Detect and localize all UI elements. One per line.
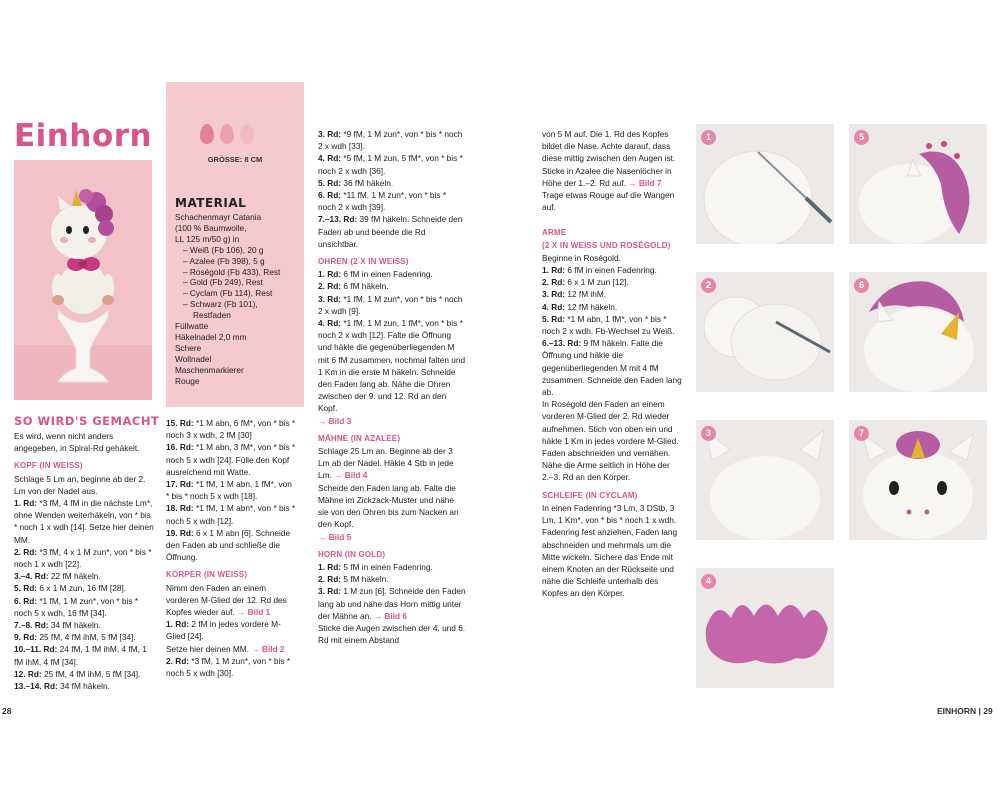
round-row: 1. Rd: 2 fM in jedes vordere M-Glied [24]. — [166, 619, 281, 642]
round-row: 4. Rd: 12 fM häkeln. — [542, 301, 618, 312]
material-list — [175, 212, 300, 387]
step-number-badge: 6 — [854, 278, 869, 293]
column-4 — [542, 128, 682, 600]
step-photo-1 — [696, 124, 834, 244]
section-heading-arme: ARME — [542, 228, 567, 238]
tool-item: Füllwatte — [175, 321, 209, 332]
material-line: (100 % Baumwolle, — [175, 222, 247, 233]
column-1 — [14, 430, 154, 692]
step-number-badge: 2 — [701, 278, 716, 293]
step-number-badge: 7 — [854, 426, 869, 441]
egg-drop-icon — [200, 124, 214, 144]
tool-item: Häkelnadel 2,0 mm — [175, 331, 247, 342]
image-ref-6: → Bild 6 — [373, 610, 408, 621]
maehne-text-2: Scheide den Faden lang ab. Falte die Mähne im Zickzack-Muster und nähe sie von den Ohren bis zum Nacken an den Kopf. — [318, 482, 459, 530]
step-number-badge: 4 — [701, 574, 716, 589]
step-photo-2 — [696, 272, 834, 392]
section-heading-schleife: SCHLEIFE (IN CYCLAM) — [542, 490, 638, 500]
round-row: 2. Rd: 6 x 1 M zun [12]. — [542, 277, 629, 288]
step-photo-4 — [696, 568, 834, 688]
material-line: LL 125 m/50 g) in — [175, 233, 240, 244]
step-number-badge: 3 — [701, 426, 716, 441]
egg-drop-icon — [240, 124, 254, 144]
round-row: 1. Rd: *3 fM, 4 fM in die nächste Lm*, ohne Wenden weiterhäkeln, von * bis * noch 1 x wdh [14]. Setze hier deinen MM. — [14, 498, 154, 545]
round-row: 7.–13. Rd: 39 fM häkeln. Schneide den Faden ab und beende die Rd unsichtbar. — [318, 214, 463, 249]
round-row: 10.–11. Rd: 24 fM, 1 fM ihM, 4 fM, 1 fM ihM, 4 fM [34]. — [14, 644, 147, 667]
size-label: GRÖSSE: 8 CM — [207, 155, 263, 164]
round-row: 6.–13. Rd: 9 fM häkeln. Falte die Öffnung und häkle die gegenüberliegenden M mit 4 fM zusammen. Schneide den Faden lang ab. — [542, 338, 682, 398]
round-row: 3. Rd: *1 fM, 1 M zun*, von * bis * noch 2 x wdh [9]. — [318, 293, 463, 316]
section-heading-koerper: KÖRPER (IN WEISS) — [166, 570, 248, 580]
step-photo-3 — [696, 420, 834, 540]
step-photo-6 — [849, 272, 987, 392]
intro-text: Es wird, wenn nicht anders angegeben, in Spiral-Rd gehäkelt. — [14, 431, 140, 454]
round-row: 7.–8. Rd: 34 fM häkeln. — [14, 620, 101, 631]
round-row: 6. Rd: *11 fM, 1 M zun*, von * bis * noch 2 x wdh [39]. — [318, 190, 447, 213]
round-row: 3.–4. Rd: 22 fM häkeln. — [14, 571, 101, 582]
round-row: 15. Rd: *1 M abn, 6 fM*, von * bis * noch 3 x wdh, 2 fM [30] — [166, 418, 296, 441]
round-row: 16. Rd: *1 M abn, 3 fM*, von * bis * noch 5 x wdh [24]. Fülle den Kopf ausreichend mit Watte. — [166, 442, 296, 477]
tool-item: Schere — [175, 342, 202, 353]
material-heading: MATERIAL — [175, 196, 247, 210]
image-ref-5: → Bild 5 — [318, 531, 352, 542]
round-row: 3. Rd: *9 fM, 1 M zun*, von * bis * noch 2 x wdh [33]. — [318, 129, 463, 152]
image-ref-7: → Bild 7 — [628, 177, 662, 188]
column-3 — [318, 128, 466, 646]
step-number-badge: 5 — [854, 130, 869, 145]
image-ref-3: → Bild 3 — [318, 415, 352, 426]
head-hook-photo-icon — [696, 124, 834, 244]
egg-drop-icon — [220, 124, 234, 144]
instructions-heading: SO WIRD'S GEMACHT — [14, 414, 160, 428]
horn-photo-icon — [849, 272, 987, 392]
unicorn-photo — [14, 160, 152, 400]
round-row: 13.–14. Rd: 34 fM häkeln. — [14, 681, 110, 692]
column-2 — [166, 417, 296, 679]
round-row: 2. Rd: *3 fM, 4 x 1 M zun*, von * bis * noch 1 x wdh [22]. — [14, 546, 152, 570]
round-row: 1. Rd: 6 fM in einen Fadenring. — [542, 265, 657, 276]
step-photo-5 — [849, 124, 987, 244]
yarn-item: – Roségold (Fb 433), Rest — [183, 266, 281, 277]
section-subheading-arme: (2 X IN WEISS UND ROSÉGOLD) — [542, 240, 671, 250]
section-heading-ohren: OHREN (2 X IN WEISS) — [318, 257, 409, 267]
mane-strip-photo-icon — [696, 568, 834, 688]
maehne-text: Schlage 25 Lm an. Beginne ab der 3 Lm ab der Nadel. Häkle 4 Stb in jede Lm. → Bild 4 — [318, 446, 454, 481]
schleife-text: In einen Fadenring *3 Lm, 3 DStb, 3 Lm, 1 Km*, von * bis * noch 1 x wdh. Fadenring fest anziehen, Faden lang abschneiden und mehrmals um die Mitte wickeln. Sichere das Ende mit einem Knoten an der Rückseite und nähe die Schleife unterhalb des Kopfes an den Körper. — [542, 502, 678, 599]
round-row: 2. Rd: 5 fM häkeln. — [318, 574, 389, 585]
round-row: 19. Rd: 6 x 1 M abn [6]. Schneide den Faden ab und schließe die Öffnung. — [166, 527, 291, 563]
unicorn-egg-cup-icon — [14, 160, 152, 400]
round-row: 6. Rd: *1 fM, 1 M zun*, von * bis * noch 5 x wdh, 16 fM [34]. — [14, 595, 139, 618]
marker-note: Setze hier deinen MM. → Bild 2 — [166, 643, 285, 654]
image-ref-1: → Bild 1 — [237, 607, 271, 618]
yarn-item: – Azalee (Fb 398), 5 g — [183, 255, 265, 266]
round-row: 12. Rd: 25 fM, 4 fM ihM, 5 fM [34]. — [14, 668, 141, 679]
round-row: 3. Rd: 1 M zun [6]. Schneide den Faden lang ab und nähe das Horn mittig unter der Mähne an. → Bild 6 — [318, 586, 466, 621]
round-row: 1. Rd: 6 fM in einen Fadenring. — [318, 269, 433, 280]
round-row: 4. Rd: *5 fM, 1 M zun, 5 fM*, von * bis * noch 2 x wdh [36]. — [318, 153, 463, 176]
step-number-badge: 1 — [701, 130, 716, 145]
round-row: 9. Rd: 25 fM, 4 fM ihM, 5 fM [34]. — [14, 632, 136, 643]
section-heading-horn: HORN (IN GOLD) — [318, 549, 386, 559]
horn-end-text: Sticke die Augen zwischen der 4. und 6. Rd mit einem Abstand — [318, 622, 466, 646]
rouge-text: Trage etwas Rouge auf die Wangen auf. — [542, 190, 675, 213]
round-row: 5. Rd: *1 M abn, 1 fM*, von * bis * noch 2 x wdh. Fb-Wechsel zu Weiß. — [542, 313, 675, 337]
round-row: 2. Rd: *3 fM, 1 M zun*, von * bis * noch 5 x wdh [30]. — [166, 655, 291, 679]
yarn-item: – Gold (Fb 249), Rest — [183, 277, 263, 288]
round-row: 3. Rd: 12 fM ihM. — [542, 289, 607, 300]
round-row: 1. Rd: 5 fM in einen Fadenring. — [318, 561, 433, 572]
arme-intro: Beginne in Roségold. — [542, 252, 621, 263]
round-row: 5. Rd: 36 fM häkeln. — [318, 177, 394, 188]
section-heading-maehne: MÄHNE (IN AZALEE) — [318, 433, 401, 443]
round-row: 5. Rd: 6 x 1 M zun, 16 fM [28]. — [14, 583, 127, 594]
face-photo-icon — [849, 420, 987, 540]
mane-pins-photo-icon — [849, 124, 987, 244]
tool-item: Rouge — [175, 375, 200, 386]
tool-item: Wollnadel — [175, 353, 212, 364]
yarn-item: – Weiß (Fb 106), 20 g — [183, 244, 264, 255]
image-ref-2: → Bild 2 — [251, 643, 285, 654]
round-row: 4. Rd: *1 fM, 1 M zun, 1 fM*, von * bis * noch 2 x wdh [12]. Falte die Öffnung und häkle die gegenüberliegenden M mit 6 fM zusammen, nochmal falten und 1 Km in die erste M häkeln. Schneide den Faden lang ab. Nähe die Ohren zwischen der 9. und 12. Rd an den Kopf. — [318, 318, 466, 414]
section-heading-kopf: KOPF (IN WEISS) — [14, 461, 83, 471]
tool-item: Maschenmarkierer — [175, 364, 244, 375]
kopf-intro: Schlage 5 Lm an, beginne ab der 2. Lm von der Nadel aus. — [14, 473, 146, 496]
head-body-photo-icon — [696, 272, 834, 392]
koerper-intro: Nimm den Faden an einem vorderen M-Glied der 12. Rd des Kopfes wieder auf. → Bild 1 — [166, 582, 287, 618]
material-line: Schachenmayr Catania — [175, 212, 262, 222]
round-row: 18. Rd: *1 fM, 1 M abn*, von * bis * noch 5 x wdh [12]. — [166, 503, 296, 526]
page-title: Einhorn — [14, 118, 153, 154]
ears-photo-icon — [696, 420, 834, 540]
yarn-item: Restfaden — [193, 310, 231, 321]
yarn-item: – Schwarz (Fb 101), — [183, 299, 258, 310]
difficulty-drops — [200, 124, 254, 144]
page-number-left: 28 — [2, 706, 12, 716]
page-number-right: EINHORN | 29 — [937, 706, 993, 716]
round-row: 17. Rd: *1 fM, 1 M abn, 1 fM*, von * bis * noch 5 x wdh [18]. — [166, 479, 292, 502]
yarn-item: – Cyclam (Fb 114), Rest — [183, 288, 273, 299]
image-ref-4: → Bild 4 — [334, 470, 368, 481]
continued-text: von 5 M auf. Die 1. Rd des Kopfes bildet die Nase. Achte darauf, dass diese mittig zwischen den Augen ist. Sticke in Azalee die Nasenlöcher in Höhe der 1.–2. Rd auf. → Bild 7 — [542, 129, 676, 188]
round-row: 2. Rd: 6 fM häkeln. — [318, 281, 389, 292]
step-photo-7 — [849, 420, 987, 540]
arme-text: In Roségold den Faden an einem vorderen M-Glied der 2. Rd wieder aufnehmen. Stich von oben ein und häkle 1 Km in jedes vordere M-Glied. Faden abschneiden und vernähen. Nähe die Arme seitlich in Höhe der 2.–3. Rd an den Körper. — [542, 399, 679, 483]
